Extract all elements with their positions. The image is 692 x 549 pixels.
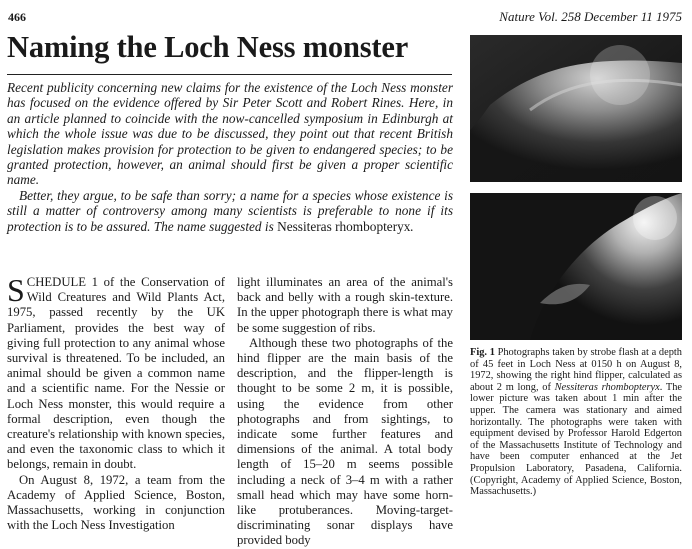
article-title: Naming the Loch Ness monster <box>7 30 409 64</box>
body-column-1 <box>7 272 225 533</box>
flipper-photo-upper <box>470 35 682 182</box>
body-paragraph-3: Although these two photographs of the hind flipper are the main basis of the description, and the flipper-length is thought to be some 2 m, it is possible, using the evidence from other photographs and from sightings, to indicate some further features and dimensions of the animal. A total body length of 15–20 m seems possible including a neck of 3–4 m with a rather small head which may have some horn-like protuberances. Moving-target-discriminating sonar displays have provided body <box>237 335 453 548</box>
standfirst <box>7 80 453 234</box>
caption-text-a: Photographs taken by strobe flash at a depth of 45 feet in Loch Ness at 0150 h on August 8, 1972, showing the right hind flipper, calculated as about 2 m long, of <box>470 347 682 393</box>
caption-text-b: . The lower picture was taken about 1 min after the upper. The camera was stationary and aimed horizontally. The photographs were taken with equipment devised by Professor Harold Edgerton of the Massachusetts Institute of Technology and have been computer enhanced at the Jet Propulsion Laboratory, Pasadena, California. (Copyright, Academy of Applied Science, Boston, Massachusetts.) <box>470 381 683 498</box>
standfirst-paragraph-2 <box>7 188 453 234</box>
caption-species: Nessiteras rhombopteryx <box>554 381 660 393</box>
body-paragraph-continued: light illuminates an area of the animal's back and belly with a rough skin-texture. In the upper photograph there is what may be some suggestion of ribs. <box>237 275 453 335</box>
drop-cap: S <box>7 272 25 308</box>
page-number: 466 <box>8 10 26 24</box>
standfirst-p2-text: Better, they argue, to be safe than sorry; a name for a species whose existence is still a matter of controversy among many scientists is preferable to none if its protection is to be assured. The name suggested is <box>7 187 453 234</box>
figure-caption <box>470 347 682 498</box>
running-head: Nature Vol. 258 December 11 1975 <box>499 9 682 24</box>
flipper-photo-lower <box>470 193 682 340</box>
title-rule <box>7 74 452 75</box>
species-name: Nessiteras rhombopteryx <box>277 218 411 234</box>
body-column-2 <box>237 275 453 549</box>
standfirst-p2-end: . <box>410 218 414 234</box>
standfirst-paragraph-1: Recent publicity concerning new claims for the existence of the Loch Ness monster has focused on the evidence offered by Sir Peter Scott and Robert Rines. Here, in an article planned to coincide with the now-cancelled symposium in Edinburgh at which the whole issue was due to be discussed, they point out that recent British legislation makes provision for protection to be given to endangered species; to be granted protection, however, an animal should first be given a proper scientific name. <box>7 80 453 188</box>
body-paragraph-2: On August 8, 1972, a team from the Academy of Applied Science, Boston, Massachusetts, working in conjunction with the Loch Ness Investigation <box>7 472 225 533</box>
body-p1-text: CHEDULE 1 of the Conservation of Wild Creatures and Wild Plants Act, 1975, passed recently by the UK Parliament, provides the best way of giving full protection to any animal whose survival is threatened. To be included, an animal should be given a common name and a scientific name. For the Nessie or Loch Ness monster, this would require a formal description, even though the creature's relationship with known species, and even the taxonomic class to which it belongs, remain in doubt. <box>7 275 225 472</box>
body-paragraph-1 <box>7 272 225 473</box>
figure-label: Fig. 1 <box>470 347 495 358</box>
